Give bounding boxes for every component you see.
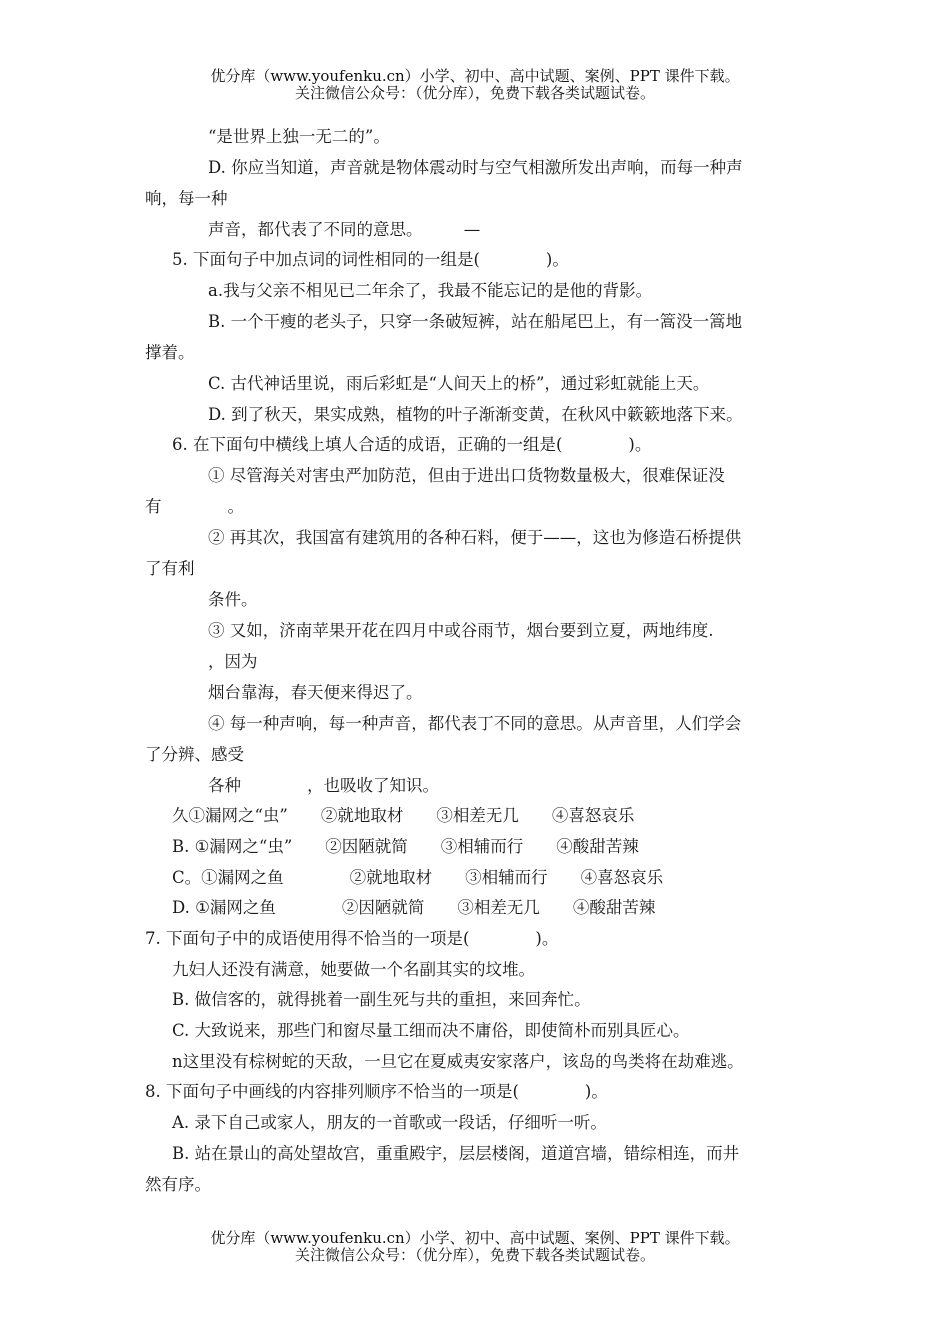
option-a: a.我与父亲不相见已二年余了，我最不能忘记的是他的背影。 xyxy=(208,281,653,300)
page-footer xyxy=(0,1230,950,1264)
option-c: C. 古代神话里说，雨后彩虹是“人间天上的桥”，通过彩虹就能上天。 xyxy=(208,374,710,393)
option-b: B. 做信客的，就得挑着一副生死与共的重担，来回奔忙。 xyxy=(172,990,591,1009)
footer-line-1: 优分库（www.youfenku.cn）小学、初中、高中试题、案例、PPT 课件下载。 xyxy=(210,1229,740,1247)
question-6: 6. 在下面句中横线上填人合适的成语，正确的一组是( )。 xyxy=(172,435,652,454)
text-line: 然有序。 xyxy=(145,1175,211,1194)
text-line: ③ 又如，济南苹果开花在四月中或谷雨节，烟台要到立夏，两地纬度. xyxy=(208,621,714,640)
option-b: B. 站在景山的高处望故宫，重重殿宇，层层楼阁，道道宫墙，错综相连，而井 xyxy=(172,1144,740,1163)
text-line: 了有利 xyxy=(145,559,195,578)
option-d: D. ①漏网之鱼 ②因陋就简 ③相差无几 ④酸甜苦辣 xyxy=(172,898,656,917)
header-line-1: 优分库（www.youfenku.cn）小学、初中、高中试题、案例、PPT 课件下载。 xyxy=(210,67,740,85)
question-7: 7. 下面句子中的成语使用得不恰当的一项是( )。 xyxy=(145,929,559,948)
option-d: n这里没有棕树蛇的天敌，一旦它在夏威夷安家落户，该岛的鸟类将在劫难逃。 xyxy=(172,1052,744,1071)
option-a: 久①漏网之“虫” ②就地取材 ③相差无几 ④喜怒哀乐 xyxy=(172,806,635,825)
option-b: B. ①漏网之“虫” ②因陋就简 ③相辅而行 ④酸甜苦辣 xyxy=(172,837,639,856)
option-a: A. 录下自己或家人，朋友的一首歌或一段话，仔细听一听。 xyxy=(172,1113,607,1132)
text-line: 撑着。 xyxy=(145,343,195,362)
option-a: 九妇人还没有满意，她要做一个名副其实的坟堆。 xyxy=(172,960,535,979)
header-line-2: 关注微信公众号：（优分库），免费下载各类试题试卷。 xyxy=(294,84,655,102)
question-5: 5. 下面句子中加点词的词性相同的一组是( )。 xyxy=(172,250,569,269)
text-line: D. 你应当知道，声音就是物体震动时与空气相激所发出声响，而每一种声 xyxy=(208,158,743,177)
option-d: D. 到了秋天，果实成熟，植物的叶子渐渐变黄，在秋风中簌簌地落下来。 xyxy=(208,405,743,424)
question-8: 8. 下面句子中画线的内容排列顺序不恰当的一项是( )。 xyxy=(145,1082,608,1101)
text-line: 烟台靠海，春天便来得迟了。 xyxy=(208,683,423,702)
text-line: ④ 每一种声响，每一种声音，都代表丁不同的意思。从声音里，人们学会 xyxy=(208,714,742,733)
text-line: ，因为 xyxy=(208,652,258,671)
option-c: C. 大致说来，那些门和窗尽量工细而决不庸俗，即使简朴而别具匠心。 xyxy=(172,1021,690,1040)
text-line: 声音，都代表了不同的意思。 — xyxy=(208,220,481,239)
text-line: 各种 ，也吸收了知识。 xyxy=(208,776,439,795)
footer-line-2: 关注微信公众号：（优分库），免费下载各类试题试卷。 xyxy=(294,1246,655,1264)
option-c: C。①漏网之鱼 ②就地取材 ③相辅而行 ④喜怒哀乐 xyxy=(172,868,664,887)
option-b: B. 一个干瘦的老头子，只穿一条破短裤，站在船尾巴上，有一篙没一篙地 xyxy=(208,312,743,331)
text-line: 了分辨、感受 xyxy=(145,745,244,764)
text-line: ① 尽管海关对害虫严加防范，但由于进出口货物数量极大，很难保证没 xyxy=(208,466,725,485)
text-line: 响，每一种 xyxy=(145,189,228,208)
text-line: “是世界上独一无二的”。 xyxy=(208,127,390,146)
text-line: 有 。 xyxy=(145,497,244,516)
page-header xyxy=(0,68,950,102)
text-line: ② 再其次，我国富有建筑用的各种石料，便于——，这也为修造石桥提供 xyxy=(208,528,742,547)
text-line: 条件。 xyxy=(208,590,258,609)
